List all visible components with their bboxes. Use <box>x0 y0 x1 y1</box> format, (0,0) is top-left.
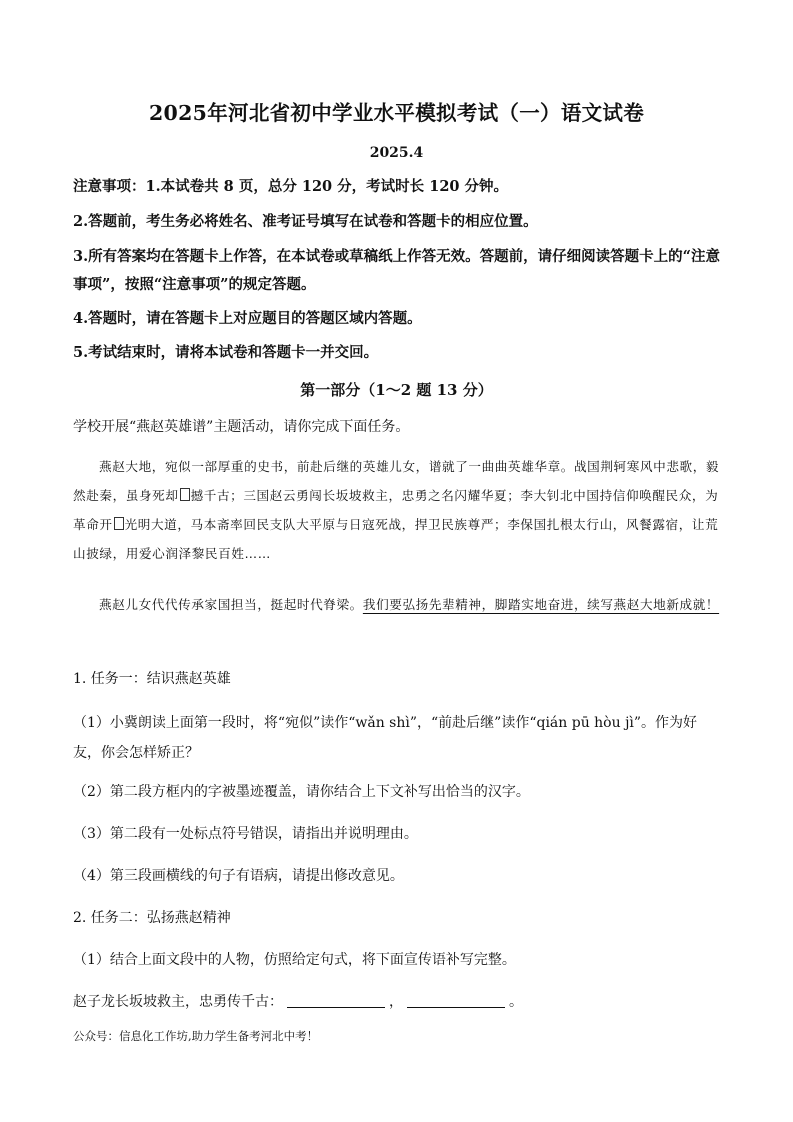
underlined-sentence: 我们要弘扬先辈精神，脚踏实地奋进，续写燕赵大地新成就！ <box>362 597 720 612</box>
question-text: （1）结合上面文段中的人物，仿照给定句式，将下面宣传语补写完整。 <box>73 952 516 968</box>
note-item: 4.答题时，请在答题卡上对应题目的答题区域内答题。 <box>73 310 422 327</box>
intro-text: 学校开展“燕赵英雄谱”主题活动，请你完成下面任务。 <box>73 419 410 435</box>
passage-text: 燕赵大地，宛似一部厚重的史书，前赴后继的英雄儿女，谱就了一曲曲英雄华章。战国荆轲寒风中悲歌，毅然赴秦，虽身死却 <box>73 459 720 503</box>
exam-date: 2025.4 <box>369 145 424 161</box>
passage-paragraph-1 <box>73 452 723 568</box>
passage-paragraph-2 <box>73 590 723 619</box>
note-item: 5.考试结束时，请将本试卷和答题卡一并交回。 <box>73 344 379 361</box>
question-text: （3）第二段有一处标点符号错误，请指出并说明理由。 <box>73 826 418 842</box>
passage-text: 光明大道，马本斋率回民支队大平原与日寇死战，捍卫民族尊严；李保国扎根太行山，风餐露宿，让荒山披绿，用爱心润泽黎民百姓…… <box>73 517 719 561</box>
footer-note: 公众号：信息化工作坊,助力学生备考河北中考！ <box>73 1029 319 1043</box>
passage-text: 燕赵儿女代代传承家国担当，挺起时代脊梁。 <box>99 597 363 612</box>
ink-covered-box <box>180 488 190 501</box>
question-text: （2）第二段方框内的字被墨迹覆盖，请你结合上下文补写出恰当的汉字。 <box>73 784 530 800</box>
note-item: 3.所有答案均在答题卡上作答，在本试卷或草稿纸上作答无效。答题前，请仔细阅读答题卡上的“注意事项”，按照“注意事项”的规定答题。 <box>73 248 720 293</box>
question-text: （1）小冀朗读上面第一段时，将“宛似”读作“wǎn shì”，“前赴后继”读作“qián pū hòu jì”。作为好友，你会怎样矫正？ <box>73 715 698 761</box>
ink-covered-box <box>114 517 124 530</box>
page-title: 2025年河北省初中学业水平模拟考试（一）语文试卷 <box>148 101 645 125</box>
passage-text: 撼千古；三国赵云勇闯长坂坡救主，忠勇之名闪耀华夏；李大钊北中国持信仰唤醒民众，为革命开 <box>73 488 719 532</box>
answer-blank[interactable] <box>407 993 505 1008</box>
note-item: 2.答题前，考生务必将姓名、准考证号填写在试卷和答题卡的相应位置。 <box>73 213 538 230</box>
fill-in-sentence <box>73 991 723 1013</box>
answer-blank[interactable] <box>287 993 385 1008</box>
section-title: 第一部分（1～2 题 13 分） <box>300 381 493 399</box>
task-title: 1. 任务一：结识燕赵英雄 <box>73 671 231 687</box>
fill-prefix: 赵子龙长坂坡救主，忠勇传千古： <box>73 994 283 1010</box>
task-title: 2. 任务二：弘扬燕赵精神 <box>73 910 231 926</box>
fill-separator: ， <box>389 994 403 1010</box>
note-item: 注意事项：1.本试卷共 8 页，总分 120 分，考试时长 120 分钟。 <box>73 178 509 195</box>
question-text: （4）第三段画横线的句子有语病，请提出修改意见。 <box>73 868 404 884</box>
fill-end: 。 <box>509 994 523 1010</box>
